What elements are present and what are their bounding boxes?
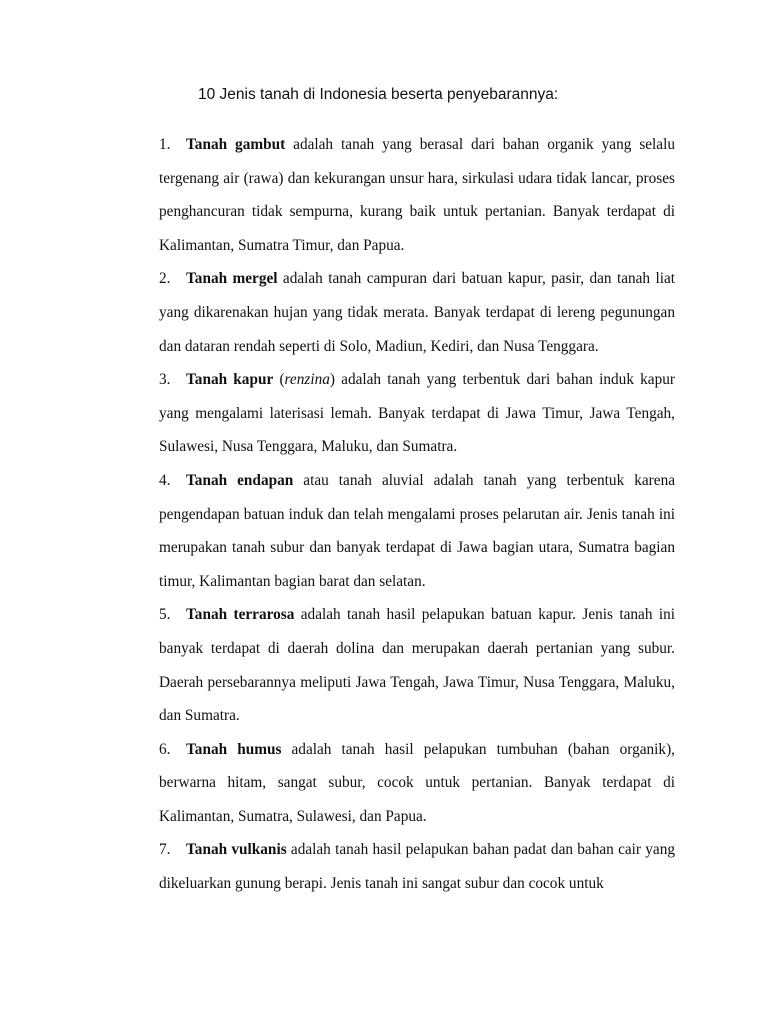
item-number: 2. [159,270,171,288]
item-description: adalah tanah hasil pelapukan tumbuhan (bahan organik), berwarna hitam, sangat subur, cocok untuk pertanian. Banyak terdapat di Kalimantan, Sumatra, Sulawesi, dan Papua. [159,740,675,825]
item-description: adalah tanah yang berasal dari bahan organik yang selalu tergenang air (rawa) dan kekurangan unsur hara, sirkulasi udara tidak lancar, proses penghancuran tidak sempurna, kurang baik untuk pertanian. Banyak terdapat di Kalimantan, Sumatra Timur, dan Papua. [159,136,675,254]
item-number: 1. [159,136,171,153]
item-term: Tanah humus [186,740,282,758]
item-number: 3. [159,371,171,389]
soil-type-list [159,128,675,901]
item-term: Tanah endapan [186,471,294,489]
list-item-gambut [159,128,675,262]
item-description: adalah tanah campuran dari batuan kapur, pasir, dan tanah liat yang dikarenakan hujan yang tidak merata. Banyak terdapat di lereng pegunungan dan dataran rendah seperti di Solo, Madiun, Kediri, dan Nusa Tenggara. [159,270,675,355]
item-term: Tanah mergel [186,270,278,288]
item-description: adalah tanah hasil pelapukan batuan kapur. Jenis tanah ini banyak terdapat di daerah dolina dan merupakan daerah pertanian yang subur. Daerah persebarannya meliputi Jawa Tengah, Jawa Timur, Nusa Tenggara, Maluku, dan Sumatra. [159,606,676,725]
list-item-vulkanis [159,833,675,900]
list-item-terrarosa [159,598,675,732]
item-italic-term: renzina [284,371,330,389]
list-item-endapan [159,464,675,598]
list-item-mergel [159,262,675,363]
document-title: 10 Jenis tanah di Indonesia beserta penyebarannya: [198,86,559,103]
item-term: Tanah terrarosa [186,606,295,624]
item-term: Tanah vulkanis [186,841,287,859]
item-description: ) adalah tanah yang terbentuk dari bahan induk kapur yang mengalami laterisasi lemah. Banyak terdapat di Jawa Timur, Jawa Tengah, Sulawesi, Nusa Tenggara, Maluku, dan Sumatra. [159,371,675,456]
item-number: 4. [159,471,171,489]
item-description: atau tanah aluvial adalah tanah yang terbentuk karena pengendapan batuan induk dan telah mengalami proses pelarutan air. Jenis tanah ini merupakan tanah subur dan banyak terdapat di Jawa bagian utara, Sumatra bagian timur, Kalimantan bagian barat dan selatan. [159,471,676,590]
item-term: Tanah kapur [186,371,274,389]
list-item-kapur [159,363,675,464]
item-number: 6. [159,740,171,758]
item-description: adalah tanah hasil pelapukan bahan padat dan bahan cair yang dikeluarkan gunung berapi. Jenis tanah ini sangat subur dan cocok untuk [159,841,675,893]
list-item-humus [159,733,675,834]
item-number: 5. [159,606,171,624]
item-paren-open: ( [273,371,285,389]
item-number: 7. [159,841,171,859]
item-term: Tanah gambut [186,136,286,153]
